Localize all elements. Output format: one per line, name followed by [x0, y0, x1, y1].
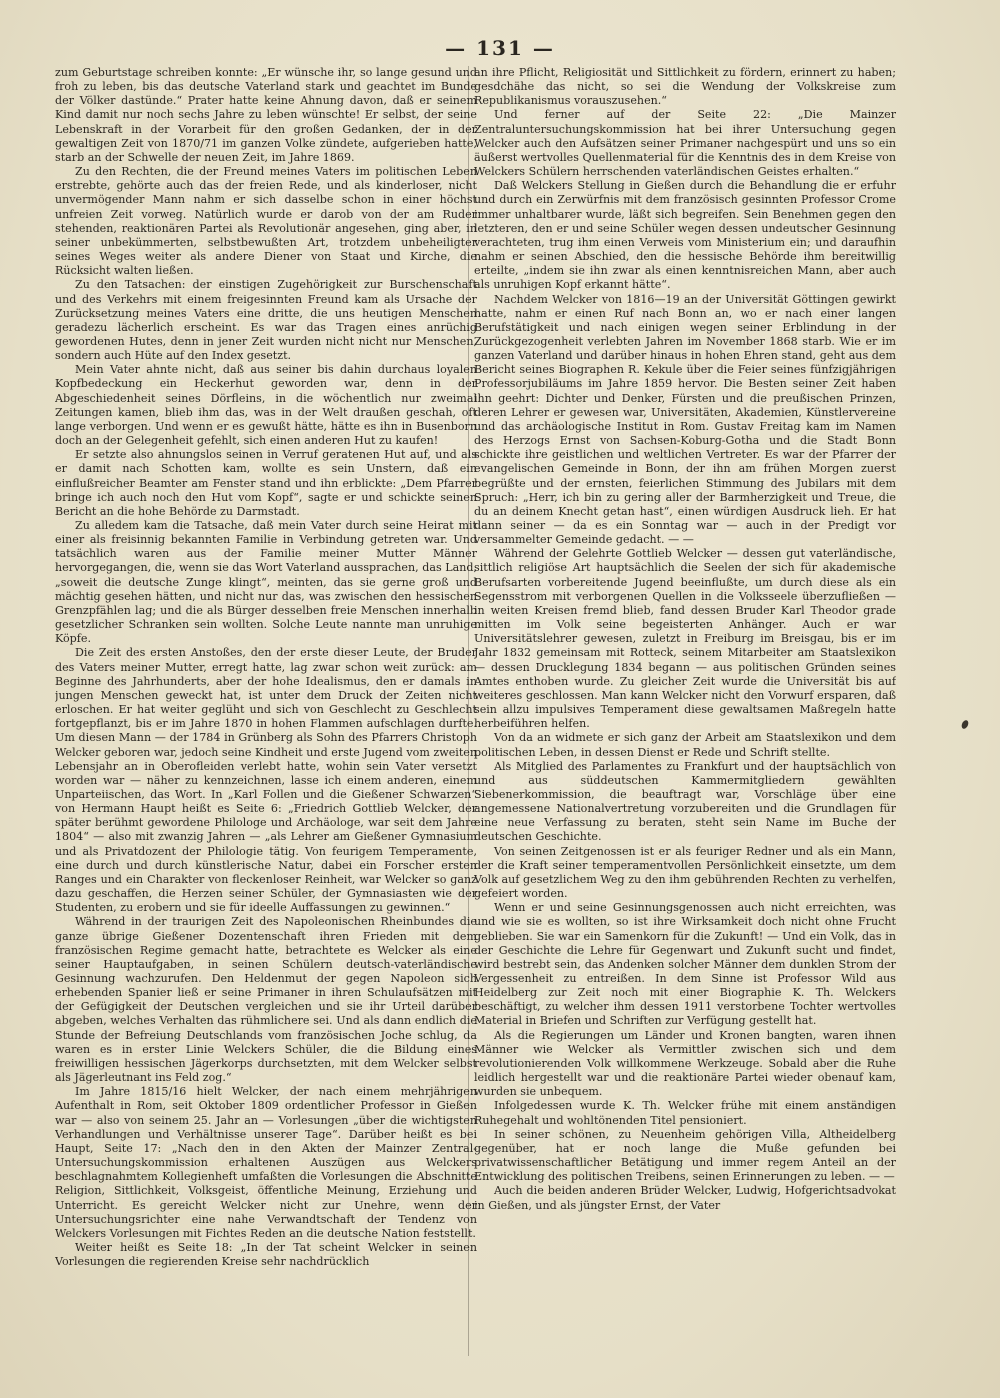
- paragraph: Während in der traurigen Zeit des Napoleonischen Rheinbundes die ganze übrige Gießener Dozentenschaft ihren Frieden mit dem französischen Regime gemacht hatte, betrachtete es Welcker als eine seiner Hauptaufgaben, in seinen Schülern deutsch-vaterländische Gesinnung wachzurufen. Den Heldenmut der gegen Napoleon sich erhebenden Spanier ließ er seine Primaner in ihren Schulaufsätzen mit der Gefügigkeit der Deutschen vergleichen und sie ihr Urteil darüber abgeben, welches Verhalten das rühmlichere sei. Und als dann endlich die Stunde der Befreiung Deutschlands vom französischen Joche schlug, da waren es in erster Linie Welckers Schüler, die die Bildung eines freiwilligen hessischen Jägerkorps durchsetzten, mit dem Welcker selbst als Jägerleutnant ins Feld zog.“: [55, 915, 477, 1085]
- paragraph: an ihre Pflicht, Religiosität und Sittlichkeit zu fördern, erinnert zu haben; gesdchähe das nicht, so sei die Wendung der Volkskreise zum Republikanismus vorauszusehen.“: [474, 66, 896, 108]
- ink-spot: [960, 719, 969, 730]
- paragraph: Infolgedessen wurde K. Th. Welcker frühe mit einem anständigen Ruhegehalt und wohltönenden Titel pensioniert.: [474, 1099, 896, 1127]
- paragraph: zum Geburtstage schreiben konnte: „Er wünsche ihr, so lange gesund und froh zu leben, bis das deutsche Vaterland stark und geachtet im Bunde der Völker dastünde.“ Prater hatte keine Ahnung davon, daß er seinem Kind damit nur noch sechs Jahre zu leben wünschte! Er selbst, der seine Lebenskraft in der Vorarbeit für den großen Gedanken, der in der gewaltigen Zeit von 1870/71 im ganzen Volke zündete, aufgerieben hatte, starb an der Schwelle der neuen Zeit, im Jahre 1869.: [55, 66, 477, 164]
- paragraph: In seiner schönen, zu Neuenheim gehörigen Villa, Altheidelberg gegenüber, hat er noch lange die Muße gefunden bei privatwissenschaftlicher Betätigung und immer regem Anteil an der Entwicklung des politischen Treibens, seinen Erinnerungen zu leben. — —: [474, 1127, 896, 1184]
- paragraph: Mein Vater ahnte nicht, daß aus seiner bis dahin durchaus loyalen Kopfbedeckung ein Heckerhut geworden war, denn in der Abgeschiedenheit seines Dörfleins, in die wöchentlich nur zweimal Zeitungen kamen, blieb ihm das, was in der Welt draußen geschah, oft lange verborgen. Und wenn er es gewußt hätte, hätte es ihn in Busenborn doch an der Gelegenheit gefehlt, sich einen anderen Hut zu kaufen!: [55, 363, 477, 448]
- paragraph: Wenn er und seine Gesinnungsgenossen auch nicht erreichten, was und wie sie es wollten, so ist ihre Wirksamkeit doch nicht ohne Frucht geblieben. Sie war ein Samenkorn für die Zukunft! — Und ein Volk, das in der Geschichte die Lehre für Gegenwart und Zukunft sucht und findet, wird bestrebt sein, das Andenken solcher Männer dem dunklen Strom der Vergessenheit zu entreißen. In dem Sinne ist Professor Wild aus Heidelberg zur Zeit noch mit einer Biographie K. Th. Welckers beschäftigt, zu welcher ihm dessen 1911 verstorbene Tochter wertvolles Material in Briefen und Schriften zur Verfügung gestellt hat.: [474, 901, 896, 1028]
- right-column: [474, 66, 896, 1358]
- paragraph: Auch die beiden anderen Brüder Welcker, Ludwig, Hofgerichtsadvokat in Gießen, und als jüngster Ernst, der Vater: [474, 1184, 896, 1212]
- paragraph: Weiter heißt es Seite 18: „In der Tat scheint Welcker in seinen Vorlesungen die regierenden Kreise sehr nachdrücklich: [55, 1240, 477, 1269]
- paragraph: Daß Welckers Stellung in Gießen durch die Behandlung die er erfuhr und durch ein Zerwürfnis mit dem französisch gesinnten Professor Crome immer unhaltbarer wurde, läßt sich begreifen. Sein Benehmen gegen den letzteren, den er und seine Schüler wegen dessen undeutscher Gesinnung verachteten, trug ihm einen Verweis vom Ministerium ein; und daraufhin nahm er seinen Abschied, den die hessische Behörde ihm bereitwillig erteilte, „indem sie ihn zwar als einen kenntnisreichen Mann, aber auch als unruhigen Kopf erkannt hätte“.: [474, 179, 896, 292]
- paragraph: Während der Gelehrte Gottlieb Welcker — dessen gut vaterländische, sittlich religiöse Art hauptsächlich die Seelen der sich für akademische Berufsarten vorbereitende Jugend beeinflußte, um durch diese als ein Segensstrom mit verborgenen Quellen in die Volksseele überzufließen — in weiten Kreisen fremd blieb, fand dessen Bruder Karl Theodor grade mitten im Volk seine begeisterten Anhänger. Auch er war Universitätslehrer gewesen, zuletzt in Freiburg im Breisgau, bis er im Jahr 1832 gemeinsam mit Rotteck, seinem Mitarbeiter am Staatslexikon — dessen Drucklegung 1834 begann — aus politischen Gründen seines Amtes enthoben wurde. Zu gleicher Zeit wurde die Universität bis auf weiteres geschlossen. Man kann Welcker nicht den Vorwurf ersparen, daß sein allzu impulsives Temperament diese gewaltsamen Maßregeln hatte herbeiführen helfen.: [474, 547, 896, 731]
- paragraph: Von seinen Zeitgenossen ist er als feuriger Redner und als ein Mann, der die Kraft seiner temperamentvollen Persönlichkeit einsetzte, um dem Volk auf gesetzlichem Weg zu den ihm gebührenden Rechten zu verhelfen, gefeiert worden.: [474, 844, 896, 901]
- paragraph: Die Zeit des ersten Anstoßes, den der erste dieser Leute, der Bruder des Vaters meiner Mutter, erregt hatte, lag zwar schon weit zurück: am Beginne des Jahrhunderts, aber der hohe Idealismus, den er damals in jungen Menschen geweckt hat, ist unter dem Druck der Zeiten nicht erloschen. Er hat weiter geglüht und sich von Geschlecht zu Geschlecht fortgepflanzt, bis er im Jahre 1870 in hohen Flammen aufschlagen durfte. Um diesen Mann — der 1784 in Grünberg als Sohn des Pfarrers Christoph Welcker geboren war, jedoch seine Kindheit und erste Jugend vom zweiten Lebensjahr an in Oberofleiden verlebt hatte, wohin sein Vater versetzt worden war — näher zu kennzeichnen, lasse ich einem anderen, einem Unparteiischen, das Wort. In „Karl Follen und die Gießener Schwarzen“ von Hermann Haupt heißt es Seite 6: „Friedrich Gottlieb Welcker, der später berühmt gewordene Philologe und Archäologe, war seit dem Jahre 1804“ — also mit zwanzig Jahren — „als Lehrer am Gießener Gymnasium und als Privatdozent der Philologie tätig. Von feurigem Temperamente, eine durch und durch künstlerische Natur, dabei ein Forscher ersten Ranges und ein Charakter von fleckenloser Reinheit, war Welcker so ganz dazu geschaffen, die Herzen seiner Schüler, der Gymnasiasten wie der Studenten, zu erobern und sie für ideelle Auffassungen zu gewinnen.“: [55, 646, 477, 915]
- paragraph: Von da an widmete er sich ganz der Arbeit am Staatslexikon und dem politischen Leben, in dessen Dienst er Rede und Schrift stellte.: [474, 731, 896, 759]
- column-divider: [468, 66, 469, 1356]
- paragraph: Er setzte also ahnungslos seinen in Verruf geratenen Hut auf, und als er damit nach Schotten kam, wollte es sein Unstern, daß ein einflußreicher Beamter am Fenster stand und ihn erblickte: „Dem Pfarrer bringe ich auch noch den Hut vom Kopf“, sagte er und schickte seinen Bericht an die hohe Behörde zu Darmstadt.: [55, 448, 477, 518]
- paragraph: Als die Regierungen um Länder und Kronen bangten, waren ihnen Männer wie Welcker als Vermittler zwischen sich und dem revolutionierenden Volk willkommene Werkzeuge. Sobald aber die Ruhe leidlich hergestellt war und die reaktionäre Partei wieder obenauf kam, wurden sie unbequem.: [474, 1028, 896, 1099]
- left-column: [55, 66, 477, 1358]
- paragraph: Nachdem Welcker von 1816—19 an der Universität Göttingen gewirkt hatte, nahm er einen Ruf nach Bonn an, wo er nach einer langen Berufstätigkeit und nach einigen wegen seiner Erblindung in der Zurückgezogenheit verlebten Jahren im November 1868 starb. Wie er im ganzen Vaterland und darüber hinaus in hohen Ehren stand, geht aus dem Bericht seines Biographen R. Kekule über die Feier seines fünfzigjährigen Professorjubiläums im Jahre 1859 hervor. Die Besten seiner Zeit haben ihn geehrt: Dichter und Denker, Fürsten und die preußischen Prinzen, deren Lehrer er gewesen war, Universitäten, Akademien, Künstlervereine und das archäologische Institut in Rom. Gustav Freitag kam im Namen des Herzogs Ernst von Sachsen-Koburg-Gotha und die Stadt Bonn schickte ihre geistlichen und weltlichen Vertreter. Es war der Pfarrer der evangelischen Gemeinde in Bonn, der ihn am frühen Morgen zuerst begrüßte und der ernsten, feierlichen Stimmung des Jubilars mit dem Spruch: „Herr, ich bin zu gering aller der Barmherzigkeit und Treue, die du an deinem Knecht getan hast“, einen würdigen Ausdruck lieh. Er hat dann seiner — da es ein Sonntag war — auch in der Predigt vor versammelter Gemeinde gedacht. — —: [474, 292, 896, 547]
- paragraph: Zu den Rechten, die der Freund meines Vaters im politischen Leben erstrebte, gehörte auch das der freien Rede, und als kinderloser, nicht unvermögender Mann nahm er sich dasselbe schon in einer höchst unfreien Zeit vorweg. Natürlich wurde er darob von der am Ruder stehenden, reaktionären Partei als Revolutionär angesehen, ging aber, in seiner unbekümmerten, selbstbewußten Art, trotzdem unbeheiligter seines Weges weiter als andere Diener von Staat und Kirche, die Rücksicht walten ließen.: [55, 165, 477, 278]
- paragraph: Als Mitglied des Parlamentes zu Frankfurt und der hauptsächlich von und aus süddeutschen Kammermitgliedern gewählten Siebenerkommission, die beauftragt war, Vorschläge über eine angemessene Nationalvertretung vorzubereiten und die Grundlagen für eine neue Verfassung zu beraten, steht sein Name im Buche der deutschen Geschichte.: [474, 759, 896, 844]
- page-number: — 131 —: [445, 36, 555, 60]
- paragraph: Und ferner auf der Seite 22: „Die Mainzer Zentraluntersuchungskommission hat bei ihrer Untersuchung gegen Welcker auch den Aufsätzen seiner Primaner nachgespürt und uns so ein äußerst wertvolles Quellenmaterial für die Kenntnis des in dem Kreise von Welckers Schülern herrschenden vaterländischen Geistes erhalten.“: [474, 108, 896, 179]
- paragraph: Zu den Tatsachen: der einstigen Zugehörigkeit zur Burschenschaft und des Verkehrs mit einem freigesinnten Freund kam als Ursache der Zurücksetzung meines Vaters eine dritte, die uns heutigen Menschen geradezu lächerlich erscheint. Es war das Tragen eines anrüchig gewordenen Hutes, denn in jener Zeit wurden nicht nicht nur Menschen, sondern auch Hüte auf den Index gesetzt.: [55, 278, 477, 363]
- paragraph: Zu alledem kam die Tatsache, daß mein Vater durch seine Heirat mit einer als freisinnig bekannten Familie in Verbindung getreten war. Und tatsächlich waren aus der Familie meiner Mutter Männer hervorgegangen, die, wenn sie das Wort Vaterland aussprachen, das Land, „soweit die deutsche Zunge klingt“, meinten, das sie gerne groß und mächtig gesehen hätten, und nicht nur das, was zwischen den hessischen Grenzpfählen lag; und die als Bürger desselben freie Menschen innerhalb gesetzlicher Schranken sein wollten. Solche Leute nannte man unruhige Köpfe.: [55, 519, 477, 646]
- paragraph: Im Jahre 1815/16 hielt Welcker, der nach einem mehrjährigen Aufenthalt in Rom, seit Oktober 1809 ordentlicher Professor in Gießen war — also von seinem 25. Jahr an — Vorlesungen „über die wichtigsten Verhandlungen und Verhältnisse unserer Tage“. Darüber heißt es bei Haupt, Seite 17: „Nach den in den Akten der Mainzer Zentral-Untersuchungskommission erhaltenen Auszügen aus Welckers beschlagnahmtem Kollegienheft umfaßten die Vorlesungen die Abschnitte Religion, Sittlichkeit, Volksgeist, öffentliche Meinung, Erziehung und Unterricht. Es gereicht Welcker nicht zur Unehre, wenn der Untersuchungsrichter eine nahe Verwandtschaft der Tendenz von Welckers Vorlesungen mit Fichtes Reden an die deutsche Nation feststellt.: [55, 1085, 477, 1240]
